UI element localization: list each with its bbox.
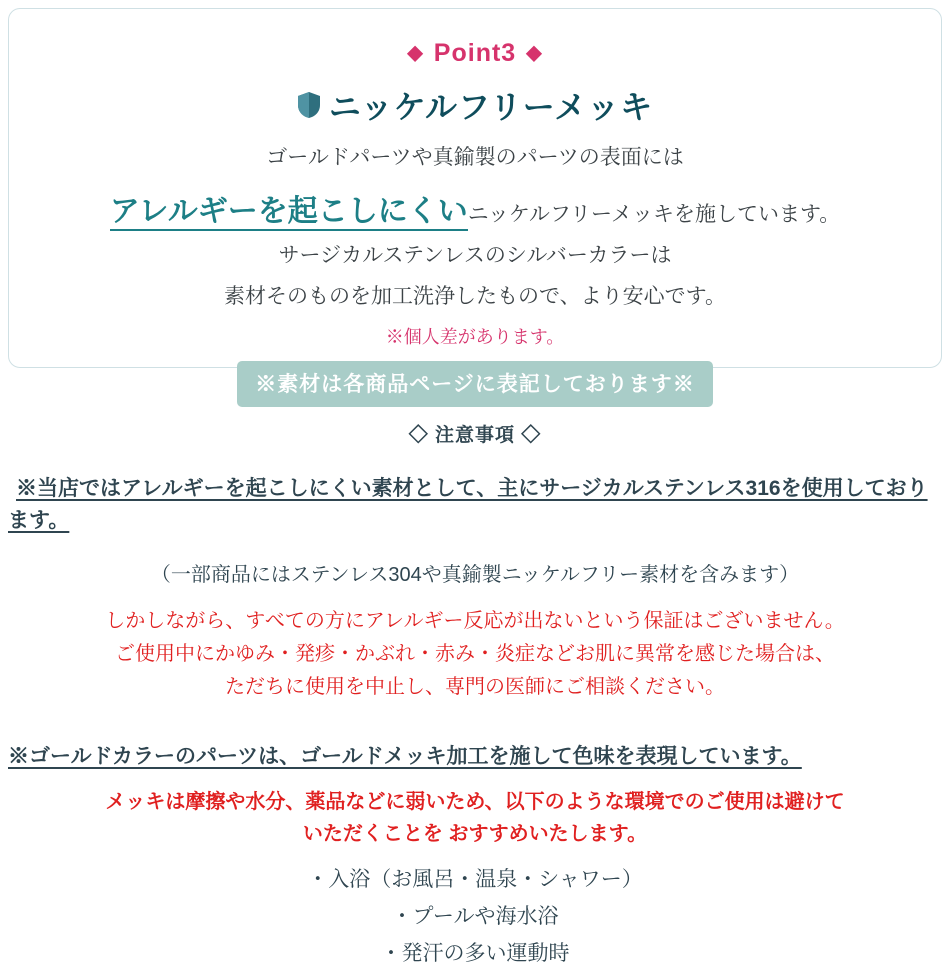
point-highlight-tail: ニッケルフリーメッキを施しています。 xyxy=(468,203,841,226)
point-card xyxy=(8,8,942,368)
notice-red-1-line-2: ご使用中にかゆみ・発疹・かぶれ・赤み・炎症などお肌に異常を感じた場合は、 xyxy=(0,638,950,671)
diamond-left-icon: ◆ xyxy=(407,42,423,64)
point-line-2: サージカルステンレスのシルバーカラーは xyxy=(9,240,941,272)
notice-lead-2: ※ゴールドカラーのパーツは、ゴールドメッキ加工を施して色味を表現しています。 xyxy=(8,745,802,768)
notice-lead-2-wrap xyxy=(0,740,950,770)
list-item: ・発汗の多い運動時 xyxy=(0,936,950,972)
material-badge-wrap xyxy=(9,349,941,407)
shield-icon xyxy=(297,91,321,119)
notice-block-1 xyxy=(0,473,950,704)
notice-red-1 xyxy=(0,605,950,704)
notice-red-1-line-1: しかしながら、すべての方にアレルギー反応が出ないという保証はございません。 xyxy=(0,605,950,638)
notice-bullet-list xyxy=(0,862,950,972)
point-line-1: ゴールドパーツや真鍮製のパーツの表面には xyxy=(9,142,941,174)
point-title: ニッケルフリーメッキ xyxy=(329,82,653,128)
diamond-right-icon: ◆ xyxy=(526,42,542,64)
notice-red-2-line-1: メッキは摩擦や水分、薬品などに弱いため、以下のような環境でのご使用は避けて xyxy=(0,786,950,818)
notice-lead-1: ※当店ではアレルギーを起こしにくい素材として、主にサージカルステンレス316を使用しております。 xyxy=(8,477,928,532)
notice-red-2 xyxy=(0,786,950,850)
point-heading xyxy=(9,39,941,68)
notice-sub-1: （一部商品にはステンレス304や真鍮製ニッケルフリー素材を含みます） xyxy=(0,558,950,587)
point-highlight: アレルギーを起こしにくい xyxy=(110,195,468,231)
notice-section xyxy=(0,420,950,972)
notice-block-2 xyxy=(0,740,950,972)
point-highlight-line xyxy=(9,186,941,230)
list-item: ・入浴（お風呂・温泉・シャワー） xyxy=(0,862,950,899)
notice-red-1-line-3: ただちに使用を中止し、専門の医師にご相談ください。 xyxy=(0,671,950,704)
point-note: ※個人差があります。 xyxy=(9,323,941,349)
material-badge: ※素材は各商品ページに表記しております※ xyxy=(237,361,713,407)
notice-title: ◇ 注意事項 ◇ xyxy=(0,420,950,447)
point-heading-label: Point3 xyxy=(434,39,516,67)
list-item: ・プールや海水浴 xyxy=(0,899,950,936)
point-title-row xyxy=(9,82,941,128)
point-line-3: 素材そのものを加工洗浄したもので、より安心です。 xyxy=(9,281,941,313)
notice-red-2-line-2: いただくことを おすすめいたします。 xyxy=(0,818,950,850)
notice-lead-1-wrap xyxy=(0,473,950,536)
